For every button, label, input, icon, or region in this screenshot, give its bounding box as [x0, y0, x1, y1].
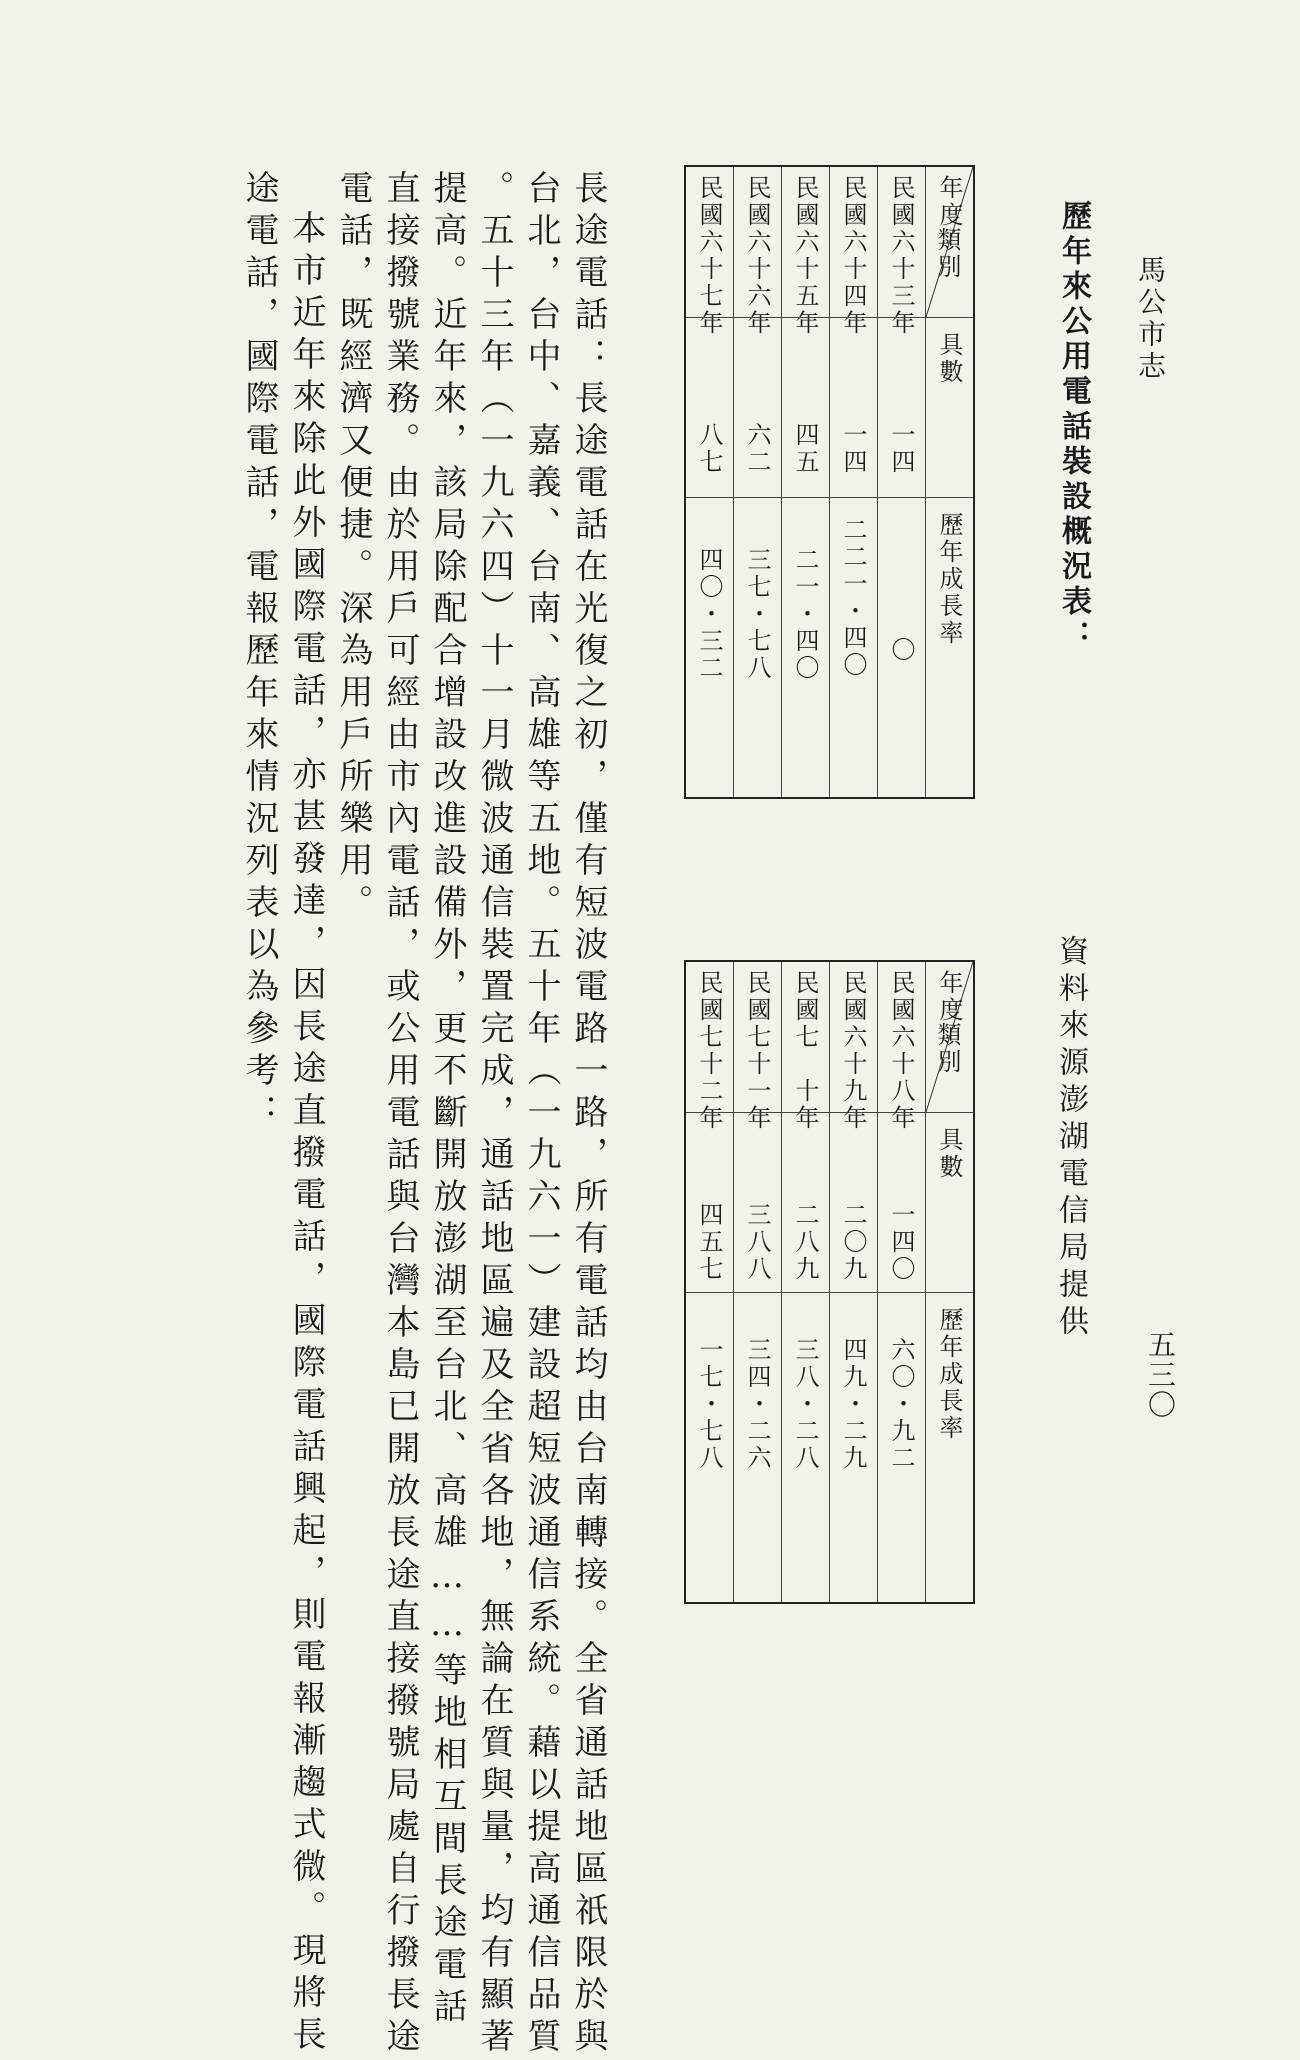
row-growth: 六〇・九二 [887, 1337, 915, 1472]
row-year: 民國六十三年 [887, 175, 915, 337]
table-row [829, 962, 877, 1602]
table-row [686, 962, 733, 1602]
body-paragraph-line: 。五十三年（一九六四）十一月微波通信裝置完成，通話地區遍及全省各地，無論在質與量，均有顯著 [474, 170, 514, 2060]
row-growth: 三四・二六 [743, 1337, 771, 1472]
table-row [781, 167, 829, 797]
table-row [829, 167, 877, 797]
row-count: 三八八 [743, 1202, 771, 1283]
table-row [781, 962, 829, 1602]
row-count: 一四 [887, 422, 915, 476]
row-count: 一四〇 [887, 1202, 915, 1283]
row-year: 民國六十九年 [839, 970, 867, 1132]
table-row [877, 167, 925, 797]
row-year: 民國六十七年 [695, 175, 723, 337]
table-header-column [925, 962, 973, 1602]
row-year: 民國七 十年 [791, 970, 819, 1132]
header-count-label: 具數 [935, 332, 963, 386]
header-year-label: 年度 [935, 175, 963, 229]
phone-table-1 [684, 165, 975, 799]
row-year: 民國七十一年 [743, 970, 771, 1132]
table-row [877, 962, 925, 1602]
row-growth: 二二一・四〇 [839, 517, 867, 679]
row-count: 四五七 [695, 1202, 723, 1283]
table-row [733, 167, 781, 797]
row-year: 民國六十四年 [839, 175, 867, 337]
body-paragraph-line: 台北，台中、嘉義、台南、高雄等五地。五十年（一九六一）建設超短波通信系統。藉以提高通信品質 [521, 170, 561, 2060]
header-growth-label: 歷年成長率 [935, 1307, 963, 1442]
body-paragraph-line: 提高。近年來，該局除配合增設改進設備外，更不斷開放澎湖至台北、高雄……等地相互間長途電話 [427, 170, 467, 2030]
header-kind-label: 類別 [933, 227, 961, 281]
header-year-label: 年度 [935, 970, 963, 1024]
row-count: 二八九 [791, 1202, 819, 1283]
row-growth: 四〇・三二 [695, 547, 723, 682]
body-paragraph-line: 直接撥號業務。由於用戶可經由市內電話，或公用電話與台灣本島已開放長途直接撥號局處自行撥長途 [380, 170, 420, 2060]
row-count: 八七 [695, 422, 723, 476]
row-count: 一四 [839, 422, 867, 476]
body-paragraph-line: 途電話，國際電話，電報歷年來情況列表以為參考： [239, 170, 279, 1136]
row-year: 民國六十六年 [743, 175, 771, 337]
page-number: 五三〇 [1144, 1330, 1177, 1420]
row-growth: 三七・七八 [743, 547, 771, 682]
table-row [686, 167, 733, 797]
row-year: 民國七十二年 [695, 970, 723, 1132]
row-count: 四五 [791, 422, 819, 476]
book-title: 馬公市志 [1134, 255, 1167, 383]
phone-table-2 [684, 960, 975, 1604]
header-count-label: 具數 [935, 1127, 963, 1181]
row-count: 六二 [743, 422, 771, 476]
row-count: 二〇九 [839, 1202, 867, 1283]
table-header-column [925, 167, 973, 797]
row-growth: 三八・二八 [791, 1337, 819, 1472]
row-growth: 〇 [887, 637, 915, 664]
body-paragraph-line: 本市近年來除此外國際電話，亦甚發達，因長途直撥電話，國際電話興起，則電報漸趨式微。現將長 [286, 210, 326, 2058]
body-paragraph-line: 長途電話：長途電話在光復之初，僅有短波電路一路，所有電話均由台南轉接。全省通話地區祇限於與 [568, 170, 608, 2060]
table-row [733, 962, 781, 1602]
table-title: 歷年來公用電話裝設概況表： [1056, 200, 1091, 655]
row-growth: 二一・四〇 [791, 547, 819, 682]
row-growth: 一七・七八 [695, 1337, 723, 1472]
header-growth-label: 歷年成長率 [935, 512, 963, 647]
row-year: 民國六十五年 [791, 175, 819, 337]
body-paragraph-line: 電話，既經濟又便捷。深為用戶所樂用。 [333, 170, 373, 926]
row-growth: 四九・二九 [839, 1337, 867, 1472]
row-year: 民國六十八年 [887, 970, 915, 1132]
table-source-note: 資料來源澎湖電信局提供 [1053, 935, 1088, 1342]
header-kind-label: 類別 [933, 1022, 961, 1076]
